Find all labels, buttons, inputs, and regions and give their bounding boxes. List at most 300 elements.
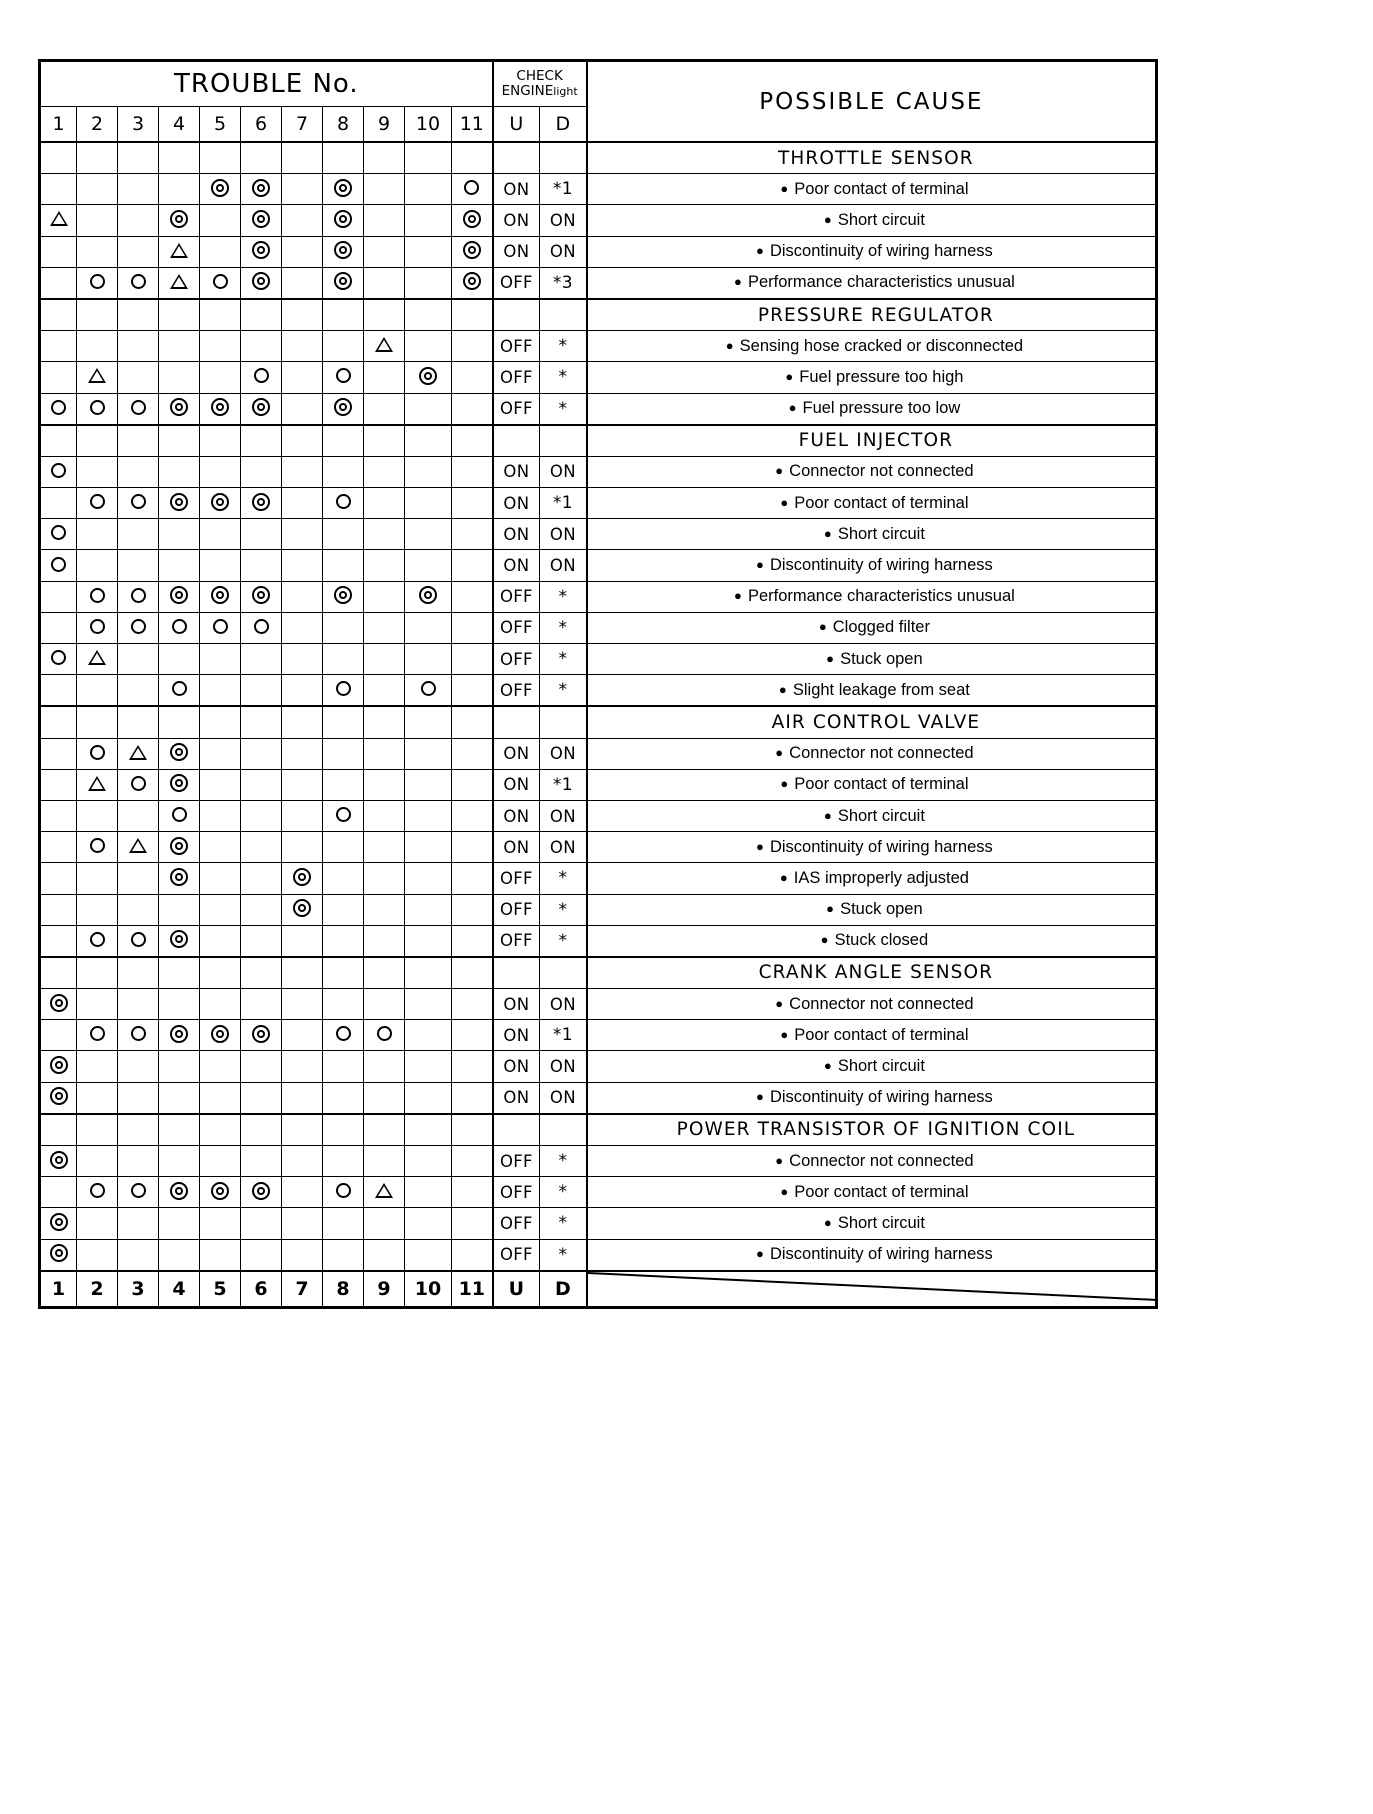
cell-trouble-6 xyxy=(241,331,282,362)
cell-trouble-1 xyxy=(40,1146,77,1177)
cell-trouble-11 xyxy=(452,1020,493,1051)
cell-trouble-1 xyxy=(40,1177,77,1208)
double-circle-symbol xyxy=(170,743,188,761)
cause-item-label: Short circuit xyxy=(837,1057,925,1076)
cell-trouble-10 xyxy=(405,925,452,957)
cell-trouble-9 xyxy=(364,738,405,769)
cause-item xyxy=(587,800,1157,831)
section-title: FUEL INJECTOR xyxy=(587,425,1157,457)
cell-trouble-1 xyxy=(40,267,77,299)
cell-trouble-1 xyxy=(40,1208,77,1239)
cause-item xyxy=(587,519,1157,550)
cell-trouble-6 xyxy=(241,550,282,581)
cell-trouble-9 xyxy=(364,1020,405,1051)
bullet-icon: ● xyxy=(734,274,742,290)
cell-trouble-4 xyxy=(159,456,200,487)
cell-trouble-7 xyxy=(282,205,323,236)
cell-trouble-5 xyxy=(200,706,241,738)
cause-item-label: Fuel pressure too low xyxy=(802,399,961,418)
cell-trouble-2 xyxy=(77,550,118,581)
triangle-symbol xyxy=(129,838,147,853)
bullet-icon: ● xyxy=(756,838,764,854)
circle-symbol xyxy=(90,1026,105,1041)
cell-lamp-u xyxy=(493,1114,540,1146)
cause-item xyxy=(587,644,1157,675)
circle-symbol xyxy=(51,650,66,665)
cell-trouble-5 xyxy=(200,393,241,425)
cell-trouble-9 xyxy=(364,1208,405,1239)
cell-trouble-2 xyxy=(77,800,118,831)
cell-lamp-d: * xyxy=(540,925,587,957)
cause-item-label: Connector not connected xyxy=(789,994,974,1013)
cell-lamp-d: ON xyxy=(540,1051,587,1082)
cell-trouble-3 xyxy=(118,1208,159,1239)
table-row xyxy=(40,925,1157,957)
double-circle-symbol xyxy=(211,586,229,604)
circle-symbol xyxy=(131,588,146,603)
cell-trouble-11 xyxy=(452,174,493,205)
cell-trouble-10 xyxy=(405,299,452,331)
cell-trouble-6 xyxy=(241,769,282,800)
section-title-row xyxy=(40,299,1157,331)
cell-lamp-u: ON xyxy=(493,1051,540,1082)
double-circle-symbol xyxy=(293,899,311,917)
cell-trouble-6 xyxy=(241,800,282,831)
cell-trouble-4 xyxy=(159,1114,200,1146)
cell-trouble-6 xyxy=(241,925,282,957)
cell-trouble-11 xyxy=(452,1208,493,1239)
triangle-symbol xyxy=(88,650,106,665)
cell-trouble-11 xyxy=(452,362,493,393)
triangle-symbol xyxy=(88,776,106,791)
cell-lamp-u: ON xyxy=(493,1082,540,1114)
cell-trouble-1 xyxy=(40,299,77,331)
circle-symbol xyxy=(51,463,66,478)
cell-trouble-3 xyxy=(118,519,159,550)
cell-trouble-9 xyxy=(364,581,405,612)
double-circle-symbol xyxy=(211,398,229,416)
cell-trouble-4 xyxy=(159,519,200,550)
cell-trouble-6 xyxy=(241,267,282,299)
cell-trouble-2 xyxy=(77,299,118,331)
cell-trouble-4 xyxy=(159,1239,200,1271)
cell-trouble-3 xyxy=(118,706,159,738)
table-row xyxy=(40,581,1157,612)
cell-trouble-7 xyxy=(282,142,323,174)
check-engine-word-engine: ENGINE xyxy=(501,83,554,99)
cell-trouble-4 xyxy=(159,299,200,331)
double-circle-symbol xyxy=(419,367,437,385)
triangle-symbol xyxy=(88,368,106,383)
cell-trouble-2 xyxy=(77,769,118,800)
cell-trouble-9 xyxy=(364,706,405,738)
table-row xyxy=(40,488,1157,519)
cell-trouble-9 xyxy=(364,236,405,267)
cell-trouble-5 xyxy=(200,205,241,236)
cell-lamp-u: ON xyxy=(493,174,540,205)
bullet-icon: ● xyxy=(780,180,789,196)
cell-trouble-5 xyxy=(200,1208,241,1239)
cell-trouble-10 xyxy=(405,362,452,393)
section-title-row xyxy=(40,957,1157,989)
circle-symbol xyxy=(51,557,66,572)
column-header-trouble-8: 8 xyxy=(323,107,364,143)
bullet-icon: ● xyxy=(775,1152,784,1168)
double-circle-symbol xyxy=(50,994,68,1012)
cell-trouble-10 xyxy=(405,1114,452,1146)
cell-trouble-9 xyxy=(364,1051,405,1082)
cell-lamp-d: * xyxy=(540,863,587,894)
cell-trouble-10 xyxy=(405,581,452,612)
cell-trouble-10 xyxy=(405,267,452,299)
header-check-engine-light xyxy=(493,61,587,107)
cell-trouble-9 xyxy=(364,456,405,487)
cell-trouble-1 xyxy=(40,362,77,393)
double-circle-symbol xyxy=(334,210,352,228)
cell-trouble-3 xyxy=(118,675,159,707)
double-circle-symbol xyxy=(170,493,188,511)
cell-trouble-2 xyxy=(77,205,118,236)
cell-lamp-d: ON xyxy=(540,800,587,831)
cause-item xyxy=(587,488,1157,519)
cell-trouble-4 xyxy=(159,142,200,174)
cell-trouble-11 xyxy=(452,142,493,174)
cell-trouble-11 xyxy=(452,456,493,487)
cell-trouble-6 xyxy=(241,174,282,205)
cell-trouble-9 xyxy=(364,425,405,457)
cell-trouble-1 xyxy=(40,425,77,457)
cell-trouble-10 xyxy=(405,863,452,894)
cell-trouble-7 xyxy=(282,488,323,519)
cell-trouble-9 xyxy=(364,393,405,425)
cell-trouble-2 xyxy=(77,456,118,487)
cell-trouble-2 xyxy=(77,863,118,894)
table-row xyxy=(40,362,1157,393)
double-circle-symbol xyxy=(252,1025,270,1043)
cell-trouble-2 xyxy=(77,675,118,707)
cell-trouble-8 xyxy=(323,863,364,894)
table-row xyxy=(40,738,1157,769)
bullet-icon: ● xyxy=(775,995,784,1011)
cell-trouble-3 xyxy=(118,425,159,457)
cell-trouble-4 xyxy=(159,957,200,989)
cell-trouble-8 xyxy=(323,205,364,236)
cause-item xyxy=(587,989,1157,1020)
cell-trouble-10 xyxy=(405,612,452,643)
cell-trouble-4 xyxy=(159,989,200,1020)
circle-symbol xyxy=(131,932,146,947)
cell-trouble-1 xyxy=(40,456,77,487)
circle-symbol xyxy=(421,681,436,696)
cause-item xyxy=(587,832,1157,863)
cell-trouble-10 xyxy=(405,1239,452,1271)
cell-trouble-11 xyxy=(452,800,493,831)
cell-trouble-3 xyxy=(118,1114,159,1146)
cell-trouble-3 xyxy=(118,550,159,581)
cell-trouble-9 xyxy=(364,299,405,331)
cause-item-label: Short circuit xyxy=(837,806,925,825)
cell-trouble-6 xyxy=(241,488,282,519)
cell-lamp-u: OFF xyxy=(493,1239,540,1271)
footer-column-trouble-3: 3 xyxy=(118,1271,159,1308)
double-circle-symbol xyxy=(170,1182,188,1200)
double-circle-symbol xyxy=(170,586,188,604)
cell-trouble-10 xyxy=(405,989,452,1020)
cell-lamp-d: * xyxy=(540,612,587,643)
cell-trouble-4 xyxy=(159,393,200,425)
cell-trouble-11 xyxy=(452,425,493,457)
cell-trouble-9 xyxy=(364,550,405,581)
table-row xyxy=(40,1239,1157,1271)
cell-trouble-4 xyxy=(159,550,200,581)
cell-trouble-10 xyxy=(405,800,452,831)
cell-trouble-11 xyxy=(452,925,493,957)
cell-lamp-d: * xyxy=(540,894,587,925)
cell-trouble-2 xyxy=(77,1020,118,1051)
bullet-icon: ● xyxy=(826,901,835,917)
cause-item xyxy=(587,174,1157,205)
table-row xyxy=(40,612,1157,643)
cell-trouble-8 xyxy=(323,581,364,612)
bullet-icon: ● xyxy=(780,776,789,792)
cell-trouble-4 xyxy=(159,236,200,267)
cell-trouble-7 xyxy=(282,644,323,675)
cause-item-label: Sensing hose cracked or disconnected xyxy=(739,336,1024,355)
cell-trouble-8 xyxy=(323,267,364,299)
cell-trouble-1 xyxy=(40,769,77,800)
cell-trouble-8 xyxy=(323,236,364,267)
double-circle-symbol xyxy=(252,241,270,259)
cause-item-label: Poor contact of terminal xyxy=(794,775,969,794)
cell-trouble-10 xyxy=(405,488,452,519)
cell-trouble-6 xyxy=(241,299,282,331)
column-header-trouble-4: 4 xyxy=(159,107,200,143)
section-title: POWER TRANSISTOR OF IGNITION COIL xyxy=(587,1114,1157,1146)
cell-trouble-3 xyxy=(118,612,159,643)
cause-item xyxy=(587,393,1157,425)
cell-trouble-8 xyxy=(323,1239,364,1271)
double-circle-symbol xyxy=(252,210,270,228)
cell-trouble-9 xyxy=(364,675,405,707)
circle-symbol xyxy=(90,619,105,634)
footer-column-trouble-6: 6 xyxy=(241,1271,282,1308)
cell-trouble-3 xyxy=(118,769,159,800)
cell-trouble-3 xyxy=(118,1082,159,1114)
section-title-row xyxy=(40,1114,1157,1146)
cause-item-label: Stuck open xyxy=(840,649,923,668)
table-row xyxy=(40,393,1157,425)
cell-trouble-7 xyxy=(282,1146,323,1177)
bullet-icon: ● xyxy=(778,681,787,697)
circle-symbol xyxy=(90,588,105,603)
table-row xyxy=(40,644,1157,675)
cell-trouble-3 xyxy=(118,393,159,425)
cause-item-label: Performance characteristics unusual xyxy=(747,273,1015,292)
cell-lamp-d: * xyxy=(540,581,587,612)
cell-trouble-9 xyxy=(364,267,405,299)
check-engine-line1: CHECK xyxy=(516,67,563,84)
cause-item-label: Performance characteristics unusual xyxy=(747,587,1015,606)
cause-item xyxy=(587,1082,1157,1114)
triangle-symbol xyxy=(170,243,188,258)
cell-lamp-d xyxy=(540,957,587,989)
double-circle-symbol xyxy=(334,586,352,604)
circle-symbol xyxy=(172,681,187,696)
cell-trouble-8 xyxy=(323,1020,364,1051)
cell-trouble-4 xyxy=(159,644,200,675)
circle-symbol xyxy=(336,1026,351,1041)
cell-trouble-2 xyxy=(77,1146,118,1177)
bullet-icon: ● xyxy=(779,869,788,885)
cell-trouble-5 xyxy=(200,738,241,769)
cell-trouble-8 xyxy=(323,800,364,831)
double-circle-symbol xyxy=(334,398,352,416)
cell-trouble-5 xyxy=(200,550,241,581)
cell-trouble-5 xyxy=(200,519,241,550)
cell-lamp-u: OFF xyxy=(493,393,540,425)
double-circle-symbol xyxy=(463,210,481,228)
cell-trouble-11 xyxy=(452,581,493,612)
column-header-trouble-7: 7 xyxy=(282,107,323,143)
cell-trouble-1 xyxy=(40,331,77,362)
cell-trouble-11 xyxy=(452,863,493,894)
circle-symbol xyxy=(90,932,105,947)
circle-symbol xyxy=(213,619,228,634)
cell-lamp-d: ON xyxy=(540,519,587,550)
cell-trouble-7 xyxy=(282,267,323,299)
bullet-icon: ● xyxy=(725,337,734,353)
cell-trouble-6 xyxy=(241,706,282,738)
cell-trouble-5 xyxy=(200,425,241,457)
cell-trouble-2 xyxy=(77,519,118,550)
bullet-icon: ● xyxy=(780,494,789,510)
cell-trouble-9 xyxy=(364,142,405,174)
cell-trouble-11 xyxy=(452,488,493,519)
cell-trouble-11 xyxy=(452,894,493,925)
cell-trouble-2 xyxy=(77,331,118,362)
circle-symbol xyxy=(51,525,66,540)
triangle-symbol xyxy=(375,1183,393,1198)
column-header-trouble-2: 2 xyxy=(77,107,118,143)
cell-trouble-11 xyxy=(452,1114,493,1146)
double-circle-symbol xyxy=(293,868,311,886)
cell-trouble-6 xyxy=(241,519,282,550)
cell-trouble-6 xyxy=(241,863,282,894)
cell-trouble-3 xyxy=(118,894,159,925)
circle-symbol xyxy=(131,400,146,415)
double-circle-symbol xyxy=(334,241,352,259)
cause-item-label: Poor contact of terminal xyxy=(794,493,969,512)
bullet-icon: ● xyxy=(823,211,832,227)
cell-lamp-u: OFF xyxy=(493,644,540,675)
cell-trouble-4 xyxy=(159,800,200,831)
cell-lamp-d xyxy=(540,1114,587,1146)
bullet-icon: ● xyxy=(775,463,784,479)
cause-item-label: Discontinuity of wiring harness xyxy=(769,837,993,856)
cell-trouble-6 xyxy=(241,425,282,457)
cell-trouble-11 xyxy=(452,299,493,331)
cell-trouble-11 xyxy=(452,675,493,707)
cell-trouble-10 xyxy=(405,1082,452,1114)
footer-column-trouble-5: 5 xyxy=(200,1271,241,1308)
circle-symbol xyxy=(336,368,351,383)
table-row xyxy=(40,174,1157,205)
cell-trouble-3 xyxy=(118,644,159,675)
cell-lamp-d: * xyxy=(540,675,587,707)
cell-trouble-7 xyxy=(282,519,323,550)
column-header-lamp-d: D xyxy=(540,107,587,143)
cell-trouble-8 xyxy=(323,706,364,738)
cell-trouble-7 xyxy=(282,174,323,205)
cell-lamp-u: ON xyxy=(493,738,540,769)
cell-trouble-10 xyxy=(405,894,452,925)
cell-trouble-6 xyxy=(241,1051,282,1082)
double-circle-symbol xyxy=(211,1025,229,1043)
cause-item-label: Fuel pressure too high xyxy=(799,367,964,386)
cell-lamp-u: ON xyxy=(493,769,540,800)
cause-item-label: Discontinuity of wiring harness xyxy=(769,1088,993,1107)
cell-trouble-4 xyxy=(159,488,200,519)
cell-trouble-9 xyxy=(364,1082,405,1114)
section-title: AIR CONTROL VALVE xyxy=(587,706,1157,738)
cell-trouble-3 xyxy=(118,488,159,519)
cell-trouble-1 xyxy=(40,488,77,519)
table-row xyxy=(40,550,1157,581)
cell-trouble-11 xyxy=(452,1146,493,1177)
cell-lamp-d: ON xyxy=(540,1082,587,1114)
cell-trouble-5 xyxy=(200,957,241,989)
footer-column-lamp-d: D xyxy=(540,1271,587,1308)
cause-item-label: Connector not connected xyxy=(789,744,974,763)
cell-trouble-8 xyxy=(323,331,364,362)
cell-trouble-5 xyxy=(200,832,241,863)
cell-trouble-9 xyxy=(364,769,405,800)
bullet-icon: ● xyxy=(756,243,764,259)
cell-trouble-6 xyxy=(241,1239,282,1271)
table-row xyxy=(40,1146,1157,1177)
cell-trouble-5 xyxy=(200,863,241,894)
cell-trouble-4 xyxy=(159,769,200,800)
cell-trouble-1 xyxy=(40,1114,77,1146)
double-circle-symbol xyxy=(252,272,270,290)
triangle-symbol xyxy=(375,337,393,352)
triangle-symbol xyxy=(170,274,188,289)
footer-column-trouble-11: 11 xyxy=(452,1271,493,1308)
cell-trouble-10 xyxy=(405,1051,452,1082)
cell-trouble-6 xyxy=(241,581,282,612)
cell-trouble-3 xyxy=(118,236,159,267)
section-title-row xyxy=(40,706,1157,738)
cell-trouble-5 xyxy=(200,1051,241,1082)
cell-trouble-8 xyxy=(323,362,364,393)
cell-trouble-7 xyxy=(282,1177,323,1208)
cell-trouble-1 xyxy=(40,1020,77,1051)
cell-trouble-1 xyxy=(40,832,77,863)
cell-trouble-5 xyxy=(200,299,241,331)
cell-trouble-8 xyxy=(323,393,364,425)
table-row xyxy=(40,456,1157,487)
double-circle-symbol xyxy=(252,179,270,197)
cell-trouble-5 xyxy=(200,1082,241,1114)
cell-lamp-u xyxy=(493,299,540,331)
cell-trouble-5 xyxy=(200,769,241,800)
cell-trouble-3 xyxy=(118,1051,159,1082)
cell-lamp-d: * xyxy=(540,644,587,675)
cause-item xyxy=(587,1177,1157,1208)
double-circle-symbol xyxy=(50,1056,68,1074)
cell-trouble-9 xyxy=(364,612,405,643)
cause-item xyxy=(587,1239,1157,1271)
